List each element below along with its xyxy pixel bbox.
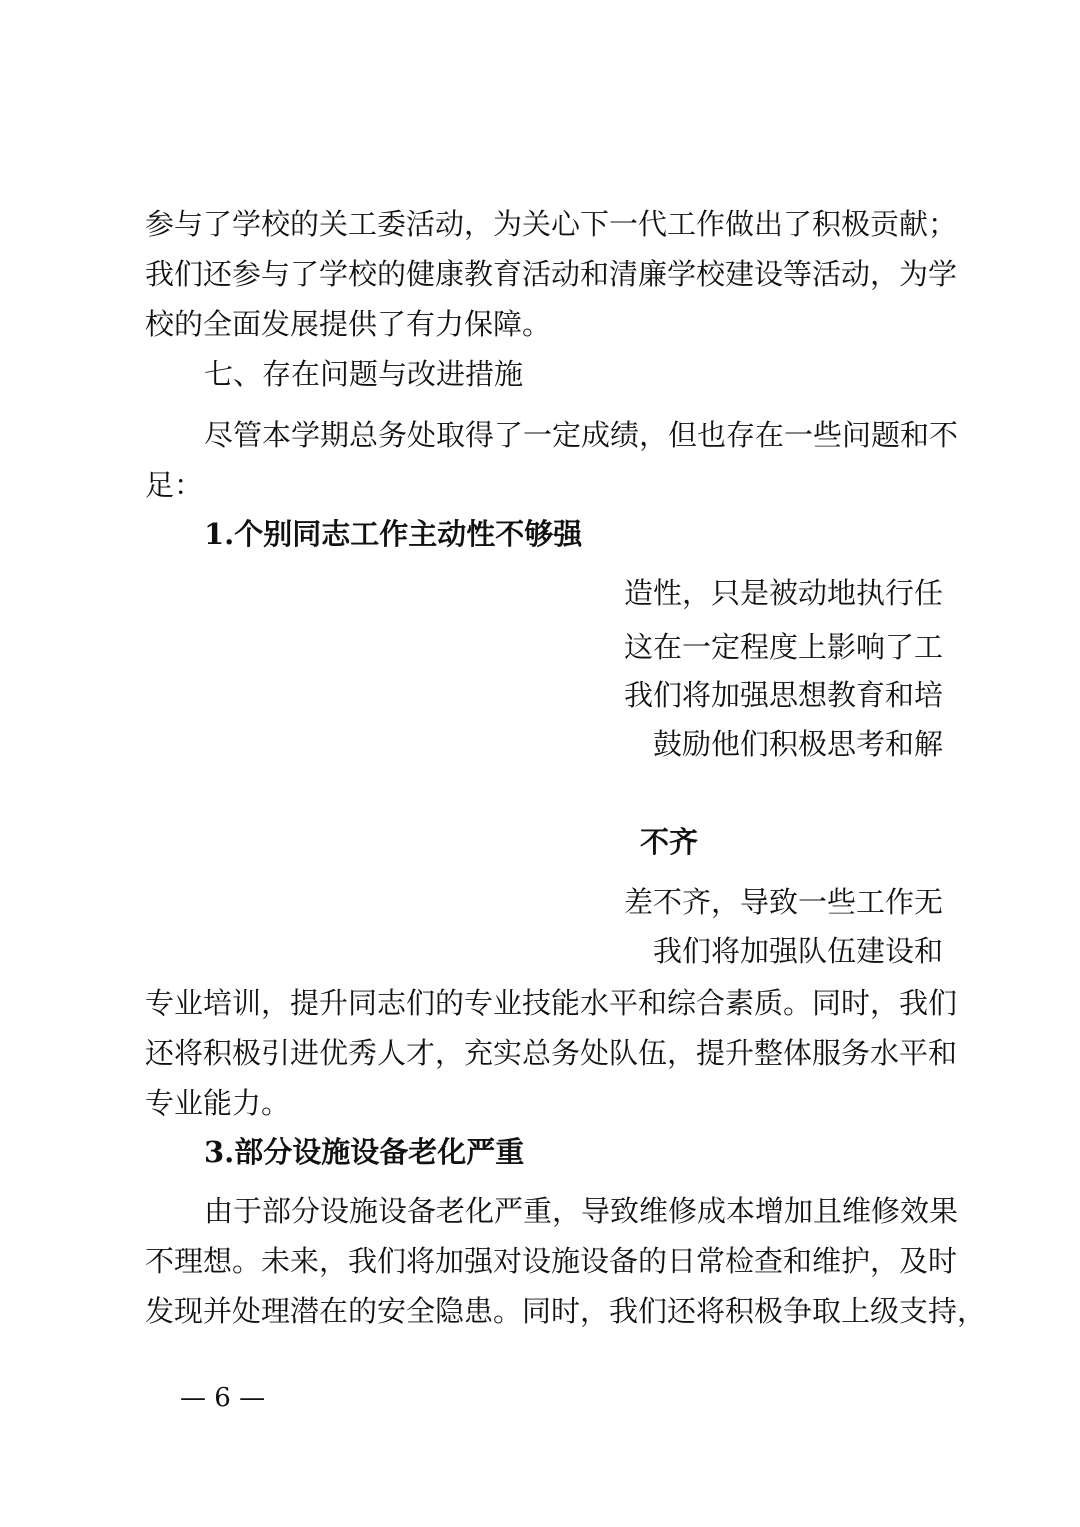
paragraph-line: 专业能力。: [145, 1086, 291, 1120]
partial-paragraph-line: 我们将加强队伍建设和: [652, 934, 943, 968]
partial-subheading: 不齐: [640, 825, 699, 859]
paragraph-line: 发现并处理潜在的安全隐患。同时，我们还将积极争取上级支持，: [145, 1294, 987, 1328]
subheading: 3.部分设施设备老化严重: [204, 1135, 525, 1169]
paragraph-line: 我们还参与了学校的健康教育活动和清廉学校建设等活动，为学: [145, 257, 958, 291]
section-heading: 七、存在问题与改进措施: [204, 357, 524, 391]
subheading: 1.个别同志工作主动性不够强: [204, 517, 583, 551]
partial-paragraph-line: 我们将加强思想教育和培: [623, 678, 943, 712]
partial-paragraph-line: 造性，只是被动地执行任: [623, 576, 943, 610]
partial-paragraph-line: 差不齐，导致一些工作无: [623, 885, 943, 919]
page-number: — 6 —: [180, 1383, 266, 1413]
paragraph-line: 参与了学校的关工委活动，为关心下一代工作做出了积极贡献；: [145, 207, 958, 241]
paragraph-line: 不理想。未来，我们将加强对设施设备的日常检查和维护，及时: [145, 1244, 958, 1278]
paragraph-line: 由于部分设施设备老化严重，导致维修成本增加且维修效果: [204, 1194, 959, 1228]
paragraph-line: 还将积极引进优秀人才，充实总务处队伍，提升整体服务水平和: [145, 1036, 958, 1070]
paragraph-line: 专业培训，提升同志们的专业技能水平和综合素质。同时，我们: [145, 986, 958, 1020]
partial-paragraph-line: 这在一定程度上影响了工: [623, 630, 943, 664]
paragraph-line: 足：: [145, 468, 204, 502]
paragraph-line: 校的全面发展提供了有力保障。: [145, 307, 552, 341]
paragraph-line: 尽管本学期总务处取得了一定成绩，但也存在一些问题和不: [204, 418, 959, 452]
partial-paragraph-line: 鼓励他们积极思考和解: [652, 727, 943, 761]
